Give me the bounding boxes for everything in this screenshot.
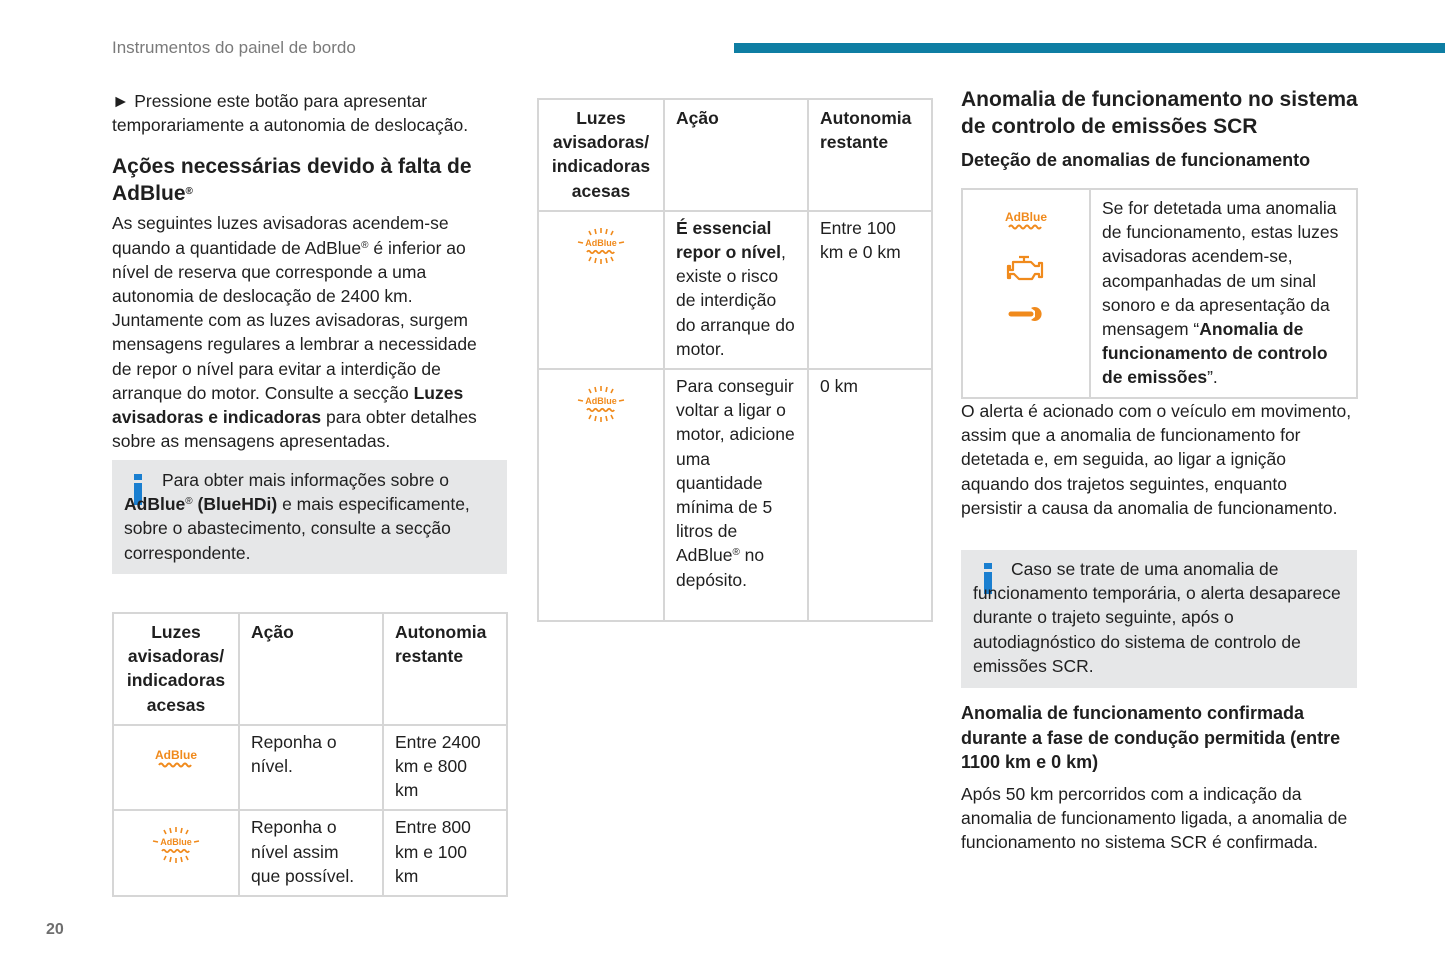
table-cell-action: É essencial repor o nível, existe o risco de interdição do arranque do motor. [664,211,808,369]
alert-paragraph: O alerta é acionado com o veículo em movimento, assim que a anomalia de funcionamento for detetada e, em seguida, ao ligar a ignição aquando dos trajetos seguintes, enquanto persistir a causa da anomalia de funcionamento. [961,401,1352,518]
engine-icon [974,254,1078,290]
section-heading: Ações necessárias devido à falta de AdBlue® [112,155,472,205]
svg-text:AdBlue: AdBlue [1005,210,1047,224]
table-header-lights: Luzes avisadoras/ indicadoras acesas [538,99,664,211]
adblue-flashing-icon [113,810,239,896]
scr-warning-text: Se for detetada uma anomalia de funcionamento, estas luzes avisadoras acendem-se, acompanhadas de um sinal sonoro e da apresentação da mensagem “Anomalia de funcionamento de controlo de emissões”. [1090,189,1357,398]
bullet-text: Pressione este botão para apresentar temporariamente a autonomia de deslocação. [112,91,469,136]
table-row [538,369,932,621]
body-paragraph: As seguintes luzes avisadoras acendem-se quando a quantidade de AdBlue® é inferior ao nível de reserva que corresponde a uma autonomia de deslocação de 2400 km. Juntamente com as luzes avisadoras, surgem mensagens regulares a lembrar a necessidade de repor o nível para evitar a interdição de arranque do motor. Consulte a secção Luzes avisadoras e indicadoras para obter detalhes sobre as mensagens apresentadas. [112,213,477,452]
info-text: Para obter mais informações sobre o AdBlue® (BlueHDi) e mais especificamente, sobre o abastecimento, consulte a secção correspondente. [124,470,470,563]
bullet-paragraph [112,89,500,137]
svg-text:AdBlue: AdBlue [585,237,617,248]
table-row [113,725,507,811]
wrench-icon [974,304,1078,330]
adblue-icon [974,210,1078,240]
left-column [112,89,500,453]
info-box [112,460,507,574]
table-header-lights: Luzes avisadoras/ indicadoras acesas [113,613,239,725]
confirmed-heading: Anomalia de funcionamento confirmada durante a fase de condução permitida (entre 1100 km e 0 km) [961,703,1341,772]
running-header: Instrumentos do painel de bordo [112,38,356,57]
info-box [961,550,1357,688]
table-header-action: Ação [664,99,808,211]
table-header-range: Autonomia restante [808,99,932,211]
table-cell-range: Entre 100 km e 0 km [808,211,932,369]
scr-heading: Anomalia de funcionamento no sistema de controlo de emissões SCR [961,88,1358,138]
table-cell-action: Reponha o nível assim que possível. [239,810,383,896]
adblue-warning-icon [113,725,239,811]
table-header-range: Autonomia restante [383,613,507,725]
header-accent-bar [734,43,1445,53]
table-cell-range: 0 km [808,369,932,621]
right-column-bottom [961,701,1353,854]
svg-text:AdBlue: AdBlue [585,396,617,407]
table-cell-range: Entre 2400 km e 800 km [383,725,507,811]
svg-text:AdBlue: AdBlue [155,747,197,762]
table-row [113,810,507,896]
info-text: Caso se trate de uma anomalia de funcionamento temporária, o alerta desaparece durante o trajeto seguinte, após o autodiagnóstico do sistema de controlo de emissões SCR. [973,559,1341,676]
bullet-marker: ► [112,91,130,111]
adblue-range-table [112,612,508,897]
table-cell-action: Para conseguir voltar a ligar o motor, adicione uma quantidade mínima de 5 litros de AdBlue® no depósito. [664,369,808,621]
detection-subheading: Deteção de anomalias de funcionamento [961,150,1311,170]
confirmed-paragraph: Após 50 km percorridos com a indicação da anomalia de funcionamento ligada, a anomalia de funcionamento no sistema SCR é confirmada. [961,783,1348,852]
alert-paragraph-wrap [961,399,1353,520]
table-cell-range: Entre 800 km e 100 km [383,810,507,896]
adblue-critical-table [537,98,933,622]
svg-text:AdBlue: AdBlue [160,837,192,848]
adblue-flashing-icon [538,211,664,369]
table-row [538,211,932,369]
page-number: 20 [46,921,64,938]
right-column-top [961,87,1359,173]
table-cell-action: Reponha o nível. [239,725,383,811]
table-header-action: Ação [239,613,383,725]
adblue-flashing-icon [538,369,664,621]
scr-warning-table [961,188,1358,399]
